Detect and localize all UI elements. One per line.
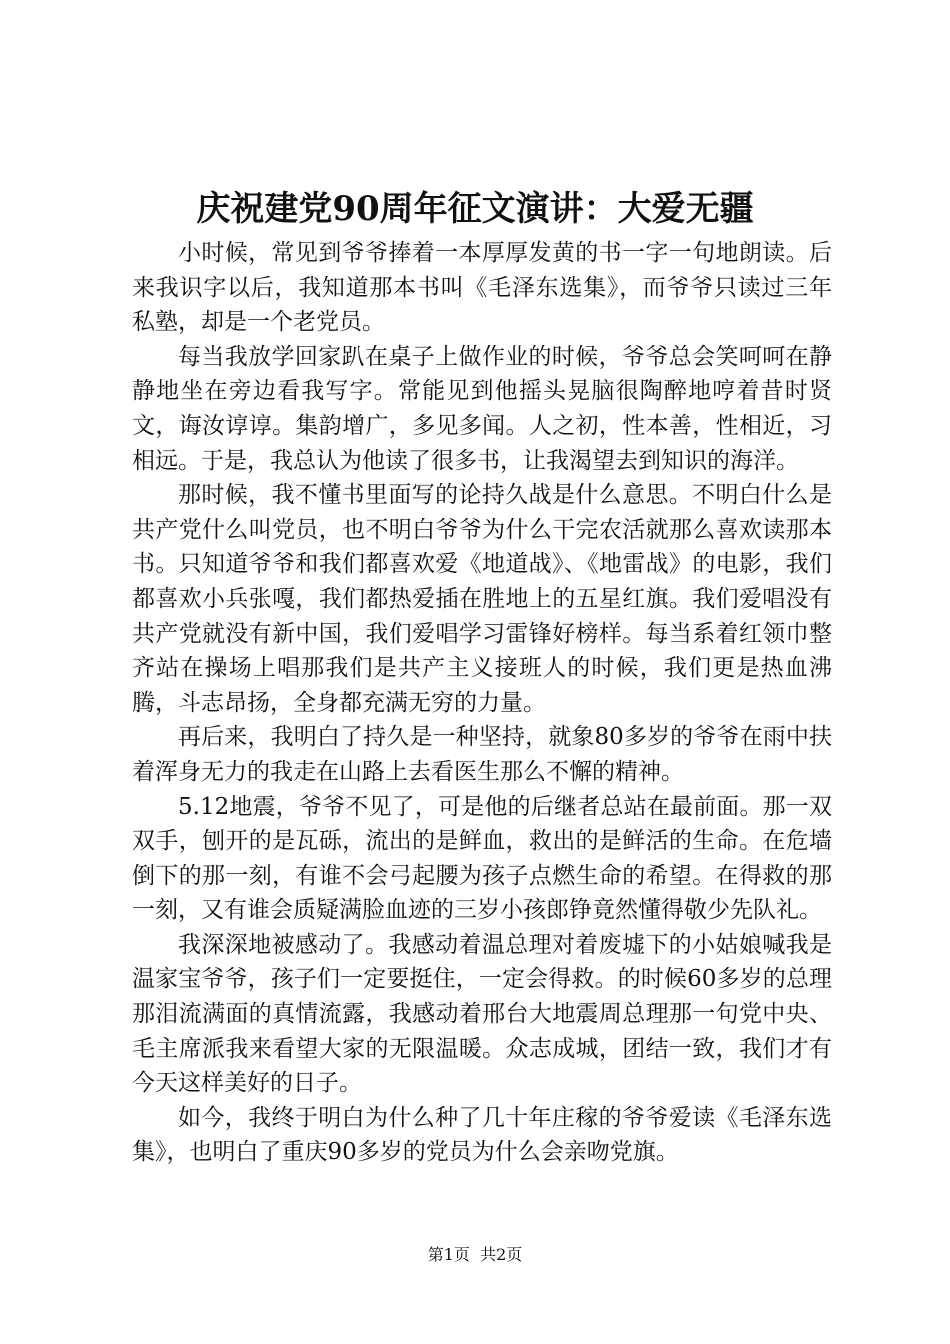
paragraph: 5.12地震，爷爷不见了，可是他的后继者总站在最前面。那一双双手，刨开的是瓦砾，流出的是鲜血，救出的是鲜活的生命。在危墙倒下的那一刻，有谁不会弓起腰为孩子点燃生命的希望。在得救的那一刻，又有谁会质疑满脸血迹的三岁小孩郎铮竟然懂得敬少先队礼。	[132, 793, 832, 924]
page-number: 第1页	[427, 1245, 470, 1264]
document-title: 庆祝建党90周年征文演讲：大爱无疆	[196, 189, 754, 229]
paragraph: 那时候，我不懂书里面写的论持久战是什么意思。不明白什么是共产党什么叫党员，也不明白爷爷为什么干完农活就那么喜欢读那本书。只知道爷爷和我们都喜欢爱《地道战》、《地雷战》的电影，我们都喜欢小兵张嘎，我们都热爱插在胜地上的五星红旗。我们爱唱没有共产党就没有新中国，我们爱唱学习雷锋好榜样。每当系着红领巾整齐站在操场上唱那我们是共产主义接班人的时候，我们更是热血沸腾，斗志昂扬，全身都充满无穷的力量。	[132, 482, 832, 716]
document-body	[132, 236, 832, 1170]
page-footer	[0, 1244, 950, 1266]
paragraph: 每当我放学回家趴在桌子上做作业的时候，爷爷总会笑呵呵在静静地坐在旁边看我写字。常能见到他摇头晃脑很陶醉地哼着昔时贤文，诲汝谆谆。集韵增广，多见多闻。人之初，性本善，性相近，习相远。于是，我总认为他读了很多书，让我渴望去到知识的海洋。	[132, 343, 832, 474]
paragraph: 如今，我终于明白为什么种了几十年庄稼的爷爷爱读《毛泽东选集》，也明白了重庆90多岁的党员为什么会亲吻党旗。	[132, 1104, 832, 1166]
paragraph: 小时候，常见到爷爷捧着一本厚厚发黄的书一字一句地朗读。后来我识字以后，我知道那本书叫《毛泽东选集》，而爷爷只读过三年私塾，却是一个老党员。	[132, 240, 832, 336]
page-total: 共2页	[480, 1245, 523, 1264]
paragraph: 我深深地被感动了。我感动着温总理对着废墟下的小姑娘喊我是温家宝爷爷，孩子们一定要挺住，一定会得救。的时候60多岁的总理那泪流满面的真情流露，我感动着邢台大地震周总理那一句党中央、毛主席派我来看望大家的无限温暖。众志成城，团结一致，我们才有今天这样美好的日子。	[132, 931, 832, 1097]
paragraph: 再后来，我明白了持久是一种坚持，就象80多岁的爷爷在雨中扶着浑身无力的我走在山路上去看医生那么不懈的精神。	[132, 724, 832, 785]
footer-separator	[470, 1245, 480, 1264]
